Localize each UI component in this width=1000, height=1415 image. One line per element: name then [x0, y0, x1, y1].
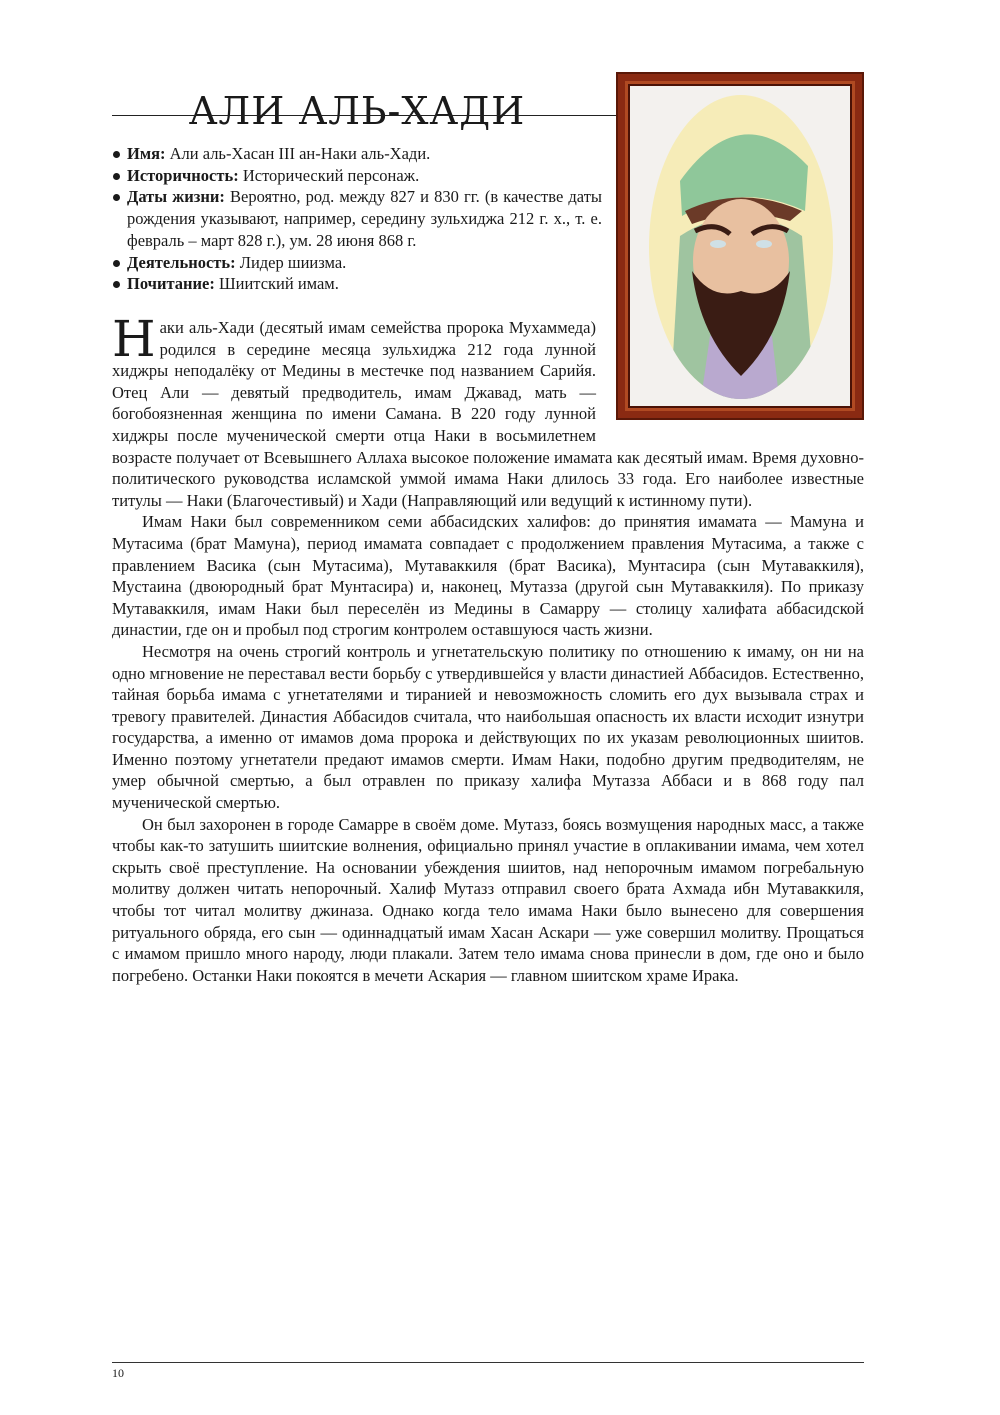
fact-value: Али аль-Хасан III ан-Наки аль-Хади.: [169, 144, 431, 163]
fact-label: Историчность:: [127, 165, 239, 185]
fact-value: Лидер шиизма.: [239, 252, 347, 272]
fact-name: [112, 143, 602, 165]
fact-activity: [112, 252, 602, 274]
paragraph-text: аки аль-Хади (десятый имам семейства пророка Мухаммеда) родился в середине месяца зульхиджа 212 года лунной хиджры неподалёку от Медины в местечке под названием Сарийя. Отец Али — девятый предводитель, имам Джавад, мать — богобоязненная женщина по имени Самана. В 220 году лунной хиджры после мученической смерти отца Наки в восьмилетнем возрасте получает от Всевышнего Аллаха высокое положение имамата как десятый имам. Время духовно-политического руководства исламской уммой имама Наки длилось 33 года. Его наиболее известные титулы — Наки (Благочестивый) и Хади (Направляющий или ведущий к истинному пути).: [112, 318, 864, 510]
article-body: [112, 310, 864, 986]
fact-value: Исторический персонаж.: [242, 165, 420, 185]
fact-historicity: [112, 165, 602, 187]
fact-list: [112, 143, 602, 295]
title-rule: [112, 115, 616, 116]
footer-rule: [112, 1362, 864, 1363]
paragraph-3: Несмотря на очень строгий контроль и угнетательскую политику по отношению к имаму, он ни на одно мгновение не переставал вести борьбу с утвердившейся у власти династией Аббасидов. Естественно, тайная борьба имама с угнетателями и тиранией и невозможность сломить его дух вызывала страх и тревогу правителей. Династия Аббасидов считала, что наибольшая опасность их власти исходит изнутри государства, а именно от имамов дома пророка и действующих по их указам революционных шиитов. Именно поэтому угнетатели предают имамов смерти. Имам Наки, подобно другим предводителям, не умер обычной смертью, а был отравлен по приказу халифа Мутазза Аббаси и в 868 году пал мученической смертью.: [112, 641, 864, 813]
fact-value: Шиитский имам.: [218, 274, 339, 294]
paragraph-4: Он был захоронен в городе Самарре в своём доме. Мутазз, боясь возмущения народных масс, а также чтобы как-то затушить шиитские волнения, официально принял участие в оплакивании имама, чем хотел скрыть своё преступление. На основании убеждения шиитов, над непорочным имамом погребальную молитву должен читать непорочный. Халиф Мутазз отправил своего брата Ахмада ибн Мутаваккиля, чтобы тот читал молитву джиназа. Однако когда тело имама Наки было вынесено для совершения ритуального обряда, его сын — одиннадцатый имам Хасан Аскари — уже совершил молитву. Прощаться с имамом пришло много народу, люди плакали. Затем тело имама снова принесли в дом, где оно и было погребено. Останки Наки покоятся в мечети Аскария — главном шиитском храме Ирака.: [112, 814, 864, 985]
page-number: 10: [112, 1366, 124, 1380]
fact-dates: [112, 186, 602, 251]
page-title: АЛИ АЛЬ-ХАДИ: [188, 89, 526, 134]
fact-label: Почитание:: [127, 274, 215, 294]
drop-cap: Н: [112, 310, 156, 368]
fact-label: Имя:: [127, 144, 166, 163]
paragraph-2: Имам Наки был современником семи аббасидских халифов: до принятия имамата — Мамуна и Мутасима (брат Мамуна), период имамата совпадает с продолжением правления Мутасима, а также с правлением Васика (сын Мутасима), Мутаваккиля (брат Васика), Мунтасира (сын Мутаваккиля), Мустаина (двоюродный брат Мунтасира) и, наконец, Мутазза (другой сын Мутаваккиля). По приказу Мутаваккиля, имам Наки был переселён из Медины в Самарру — столицу халифата аббасидской династии, где он и пробыл под строгим контролем оставшуюся часть жизни.: [112, 512, 864, 640]
fact-label: Деятельность:: [127, 252, 236, 272]
fact-value: Вероятно, род. между 827 и 830 гг. (в качестве даты рождения указывают, например, середину зульхиджа 212 г. х., т. е. февраль – март 828 г.), ум. 28 июня 868 г.: [127, 187, 602, 250]
fact-veneration: [112, 273, 602, 295]
fact-label: Даты жизни:: [127, 187, 225, 207]
